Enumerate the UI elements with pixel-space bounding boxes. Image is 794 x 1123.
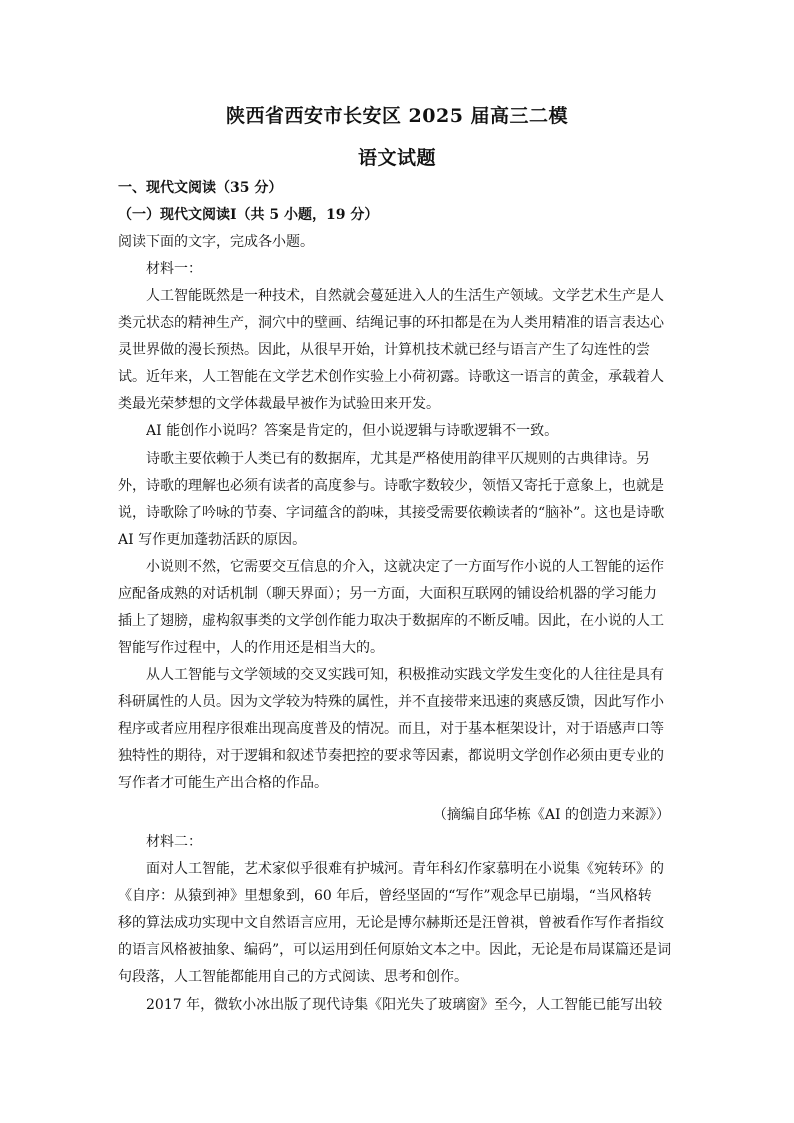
section-heading: 一、现代文阅读（35 分）: [118, 180, 283, 196]
material-label: 材料一：: [146, 261, 202, 277]
paragraph-line: 《自序：从猿到神》里想象到，60 年后，曾经坚固的“写作”观念早已崩塌，“当风格转: [118, 888, 652, 904]
paragraph-line: 插上了翅膀，虚构叙事类的文学创作能力取决于数据库的不断反哺。因此，在小说的人工: [118, 613, 664, 629]
paragraph-line: 类元状态的精神生产，洞穴中的壁画、结绳记事的环扣都是在为人类用精准的语言表达心: [118, 315, 664, 331]
paragraph-line: AI 写作更加蓬勃活跃的原因。: [118, 532, 307, 548]
paragraph-line: 智能写作过程中，人的作用还是相当大的。: [118, 640, 384, 656]
paragraph-line: 科研属性的人员。因为文学较为特殊的属性，并不直接带来迅速的爽感反馈，因此写作小: [118, 694, 664, 710]
paragraph-line: 灵世界做的漫长预热。因此，从很早开始，计算机技术就已经与语言产生了勾连性的尝: [118, 342, 650, 358]
paragraph-line: 写作者才可能生产出合格的作品。: [118, 775, 328, 791]
paragraph-line: 的语言风格被抽象、编码”，可以运用到任何原始文本之中。因此，无论是布局谋篇还是词: [118, 942, 672, 958]
paragraph-line: 句段落，人工智能都能用自己的方式阅读、思考和创作。: [118, 969, 468, 985]
paragraph-line: 独特性的期待，对于逻辑和叙述节奏把控的要求等因素，都说明文学创作必须由更专业的: [118, 748, 664, 764]
paragraph-line: 面对人工智能，艺术家似乎很难有护城河。青年科幻作家慕明在小说集《宛转环》的: [146, 861, 664, 877]
paragraph-line: 小说则不然，它需要交互信息的介入，这就决定了一方面写作小说的人工智能的运作: [146, 559, 664, 575]
paragraph-line: 移的算法成功实现中文自然语言应用，无论是博尔赫斯还是汪曾祺，曾被看作写作者指纹: [118, 915, 664, 931]
paragraph-line: 外，诗歌的理解也必须有读者的高度参与。诗歌字数较少，领悟又寄托于意象上，也就是: [118, 478, 664, 494]
paragraph-line: 说，诗歌除了吟咏的节奏、字词蕴含的韵味，其接受需要依赖读者的“脑补”。这也是诗歌: [118, 505, 665, 521]
paragraph-line: 诗歌主要依赖于人类已有的数据库，尤其是严格使用韵律平仄规则的古典律诗。另: [146, 451, 650, 467]
paragraph-line: 人工智能既然是一种技术，自然就会蔓延进入人的生活生产领域。文学艺术生产是人: [146, 288, 664, 304]
instruction-text: 阅读下面的文字，完成各小题。: [118, 234, 314, 250]
subsection-heading: （一）现代文阅读Ⅰ（共 5 小题，19 分）: [118, 207, 379, 223]
paragraph-line: 类最光荣梦想的文学体裁最早被作为试验田来开发。: [118, 396, 440, 412]
paragraph-line: 从人工智能与文学领域的交叉实践可知，积极推动实践文学发生变化的人往往是具有: [146, 667, 664, 683]
paragraph-line: 试。近年来，人工智能在文学艺术创作实验上小荷初露。诗歌这一语言的黄金，承载着人: [118, 369, 664, 385]
paragraph-line: 应配备成熟的对话机制（聊天界面）；另一方面，大面积互联网的铺设给机器的学习能力: [118, 586, 657, 602]
paragraph-line: 2017 年，微软小冰出版了现代诗集《阳光失了玻璃窗》至今，人工智能已能写出较: [146, 997, 663, 1013]
paragraph-line: AI 能创作小说吗？答案是肯定的，但小说逻辑与诗歌逻辑不一致。: [146, 423, 559, 439]
page-title: 陕西省西安市长安区 2025 届高三二模: [225, 105, 569, 127]
paragraph-line: 程序或者应用程序很难出现高度普及的情况。而且，对于基本框架设计，对于语感声口等: [118, 721, 664, 737]
page-subtitle: 语文试题: [357, 147, 436, 169]
material-label: 材料二：: [146, 834, 202, 850]
source-citation: （摘编自邱华栋《AI 的创造力来源》）: [432, 807, 670, 823]
